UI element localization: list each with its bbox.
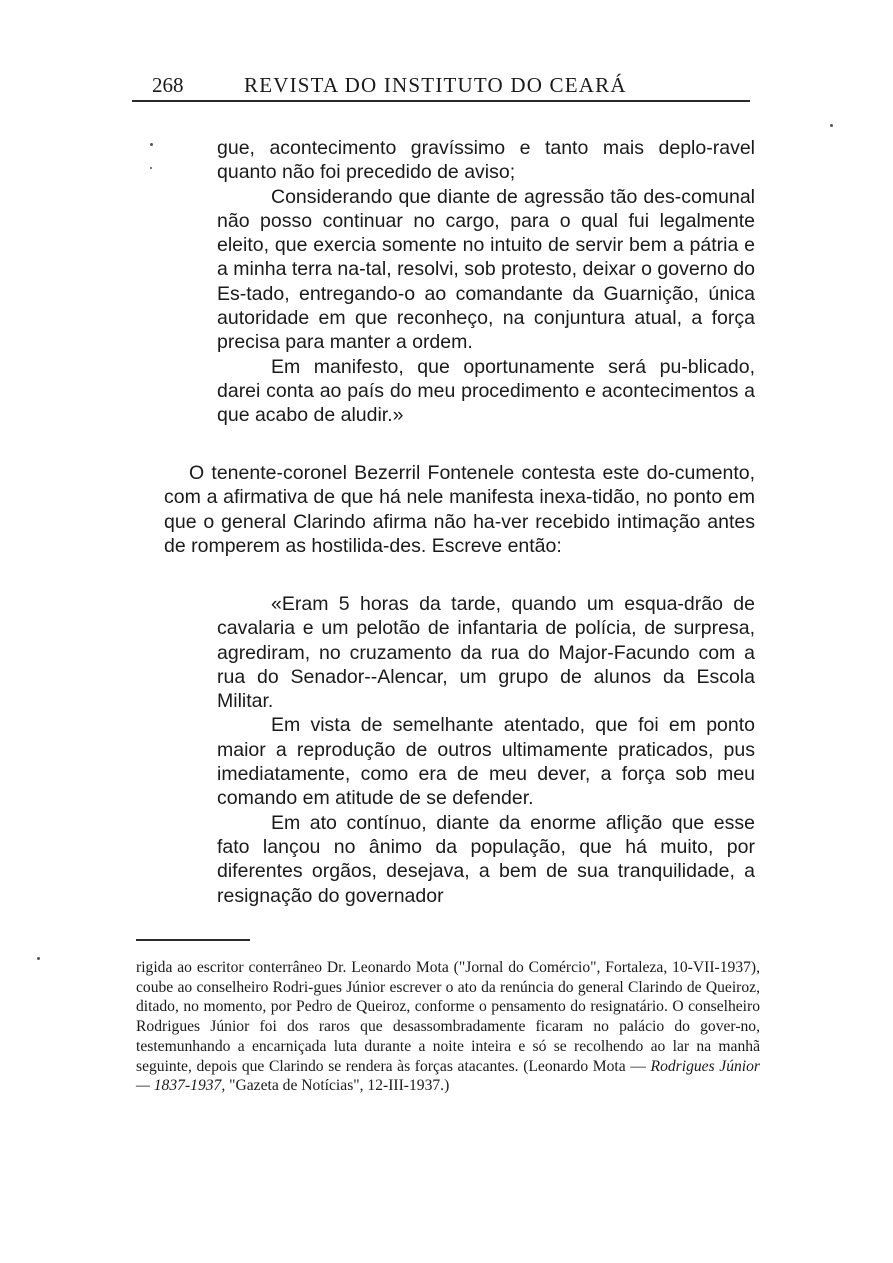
quote1-paragraph-2: Considerando que diante de agressão tão des-comunal não posso continuar no cargo, para o qual fui legalmente eleito, que exercia somente no intuito de servir bem a pátria e a minha terra na-tal, resolvi, sob protesto, deixar o governo do Es-tado, entregando-o ao comandante da Guarnição, única autoridade em que reconheço, na conjuntura atual, a força precisa para manter a ordem. [217,185,755,354]
quote1-paragraph-1: gue, acontecimento gravíssimo e tanto mais deplo-ravel quanto não foi precedido de aviso; [217,137,755,184]
print-speck [150,143,153,146]
print-speck [830,124,833,127]
footnote-italic-title: Rodrigues Júnior — 1837-1937, [136,1057,760,1095]
running-head: REVISTA DO INSTITUTO DO CEARÁ [244,73,627,97]
quote2-paragraph-3: Em ato contínuo, diante da enorme aflição que esse fato lançou no ânimo da população, que há muito, por diferentes orgãos, desejava, a bem de sua tranquilidade, a resignação do governador [217,811,755,907]
quote1-paragraph-3: Em manifesto, que oportunamente será pu-blicado, darei conta ao país do meu procedimento e acontecimentos a que acabo de aludir.» [217,355,755,427]
page-number: 268 [152,73,184,97]
footnote-rule [136,939,250,941]
page-header [132,72,750,106]
print-speck [150,167,152,169]
quote2-paragraph-2: Em vista de semelhante atentado, que foi em ponto maior a reprodução de outros ultimamente praticados, pus imediatamente, como era de meu dever, a força sob meu comando em atitude de se defender. [217,714,755,810]
quoted-contestation-text [217,592,755,908]
body-text [164,461,755,558]
header-rule [132,100,750,102]
body-paragraph: O tenente-coronel Bezerril Fontenele contesta este do-cumento, com a afirmativa de que há nele manifesta inexa-tidão, no ponto em que o general Clarindo afirma não ha-ver recebido intimação antes de romperem as hostilida-des. Escreve então: [164,462,755,557]
quote2-paragraph-1: «Eram 5 horas da tarde, quando um esqua-drão de cavalaria e um pelotão de infantaria de polícia, de surpresa, agrediram, no cruzamento da rua do Major-Facundo com a rua do Senador--Alencar, um grupo de alunos da Escola Militar. [217,593,755,713]
print-speck [37,957,40,960]
footnote-text-end: "Gazeta de Notícias", 12-III-1937.) [225,1077,450,1095]
footnote [136,958,760,1096]
footnote-text-start: rigida ao escritor conterrâneo Dr. Leonardo Mota ("Jornal do Comércio", Fortaleza, 10-VII-1937), coube ao conselheiro Rodri-gues Júnior escrever o ato da renúncia do general Clarindo de Queiroz, ditado, no momento, por Pedro de Queiroz, conforme o pensamento do resignatário. O conselheiro Rodrigues Júnior foi dos raros que desassombradamente ficaram no palácio do gover-no, testemunhando a encarniçada luta durante a noite inteira e só se recolhendo ao lar na manhã seguinte, depois que Clarindo se rendera às forças atacantes. (Leonardo Mota — [136,959,760,1075]
quoted-renunciation-text [217,136,755,428]
